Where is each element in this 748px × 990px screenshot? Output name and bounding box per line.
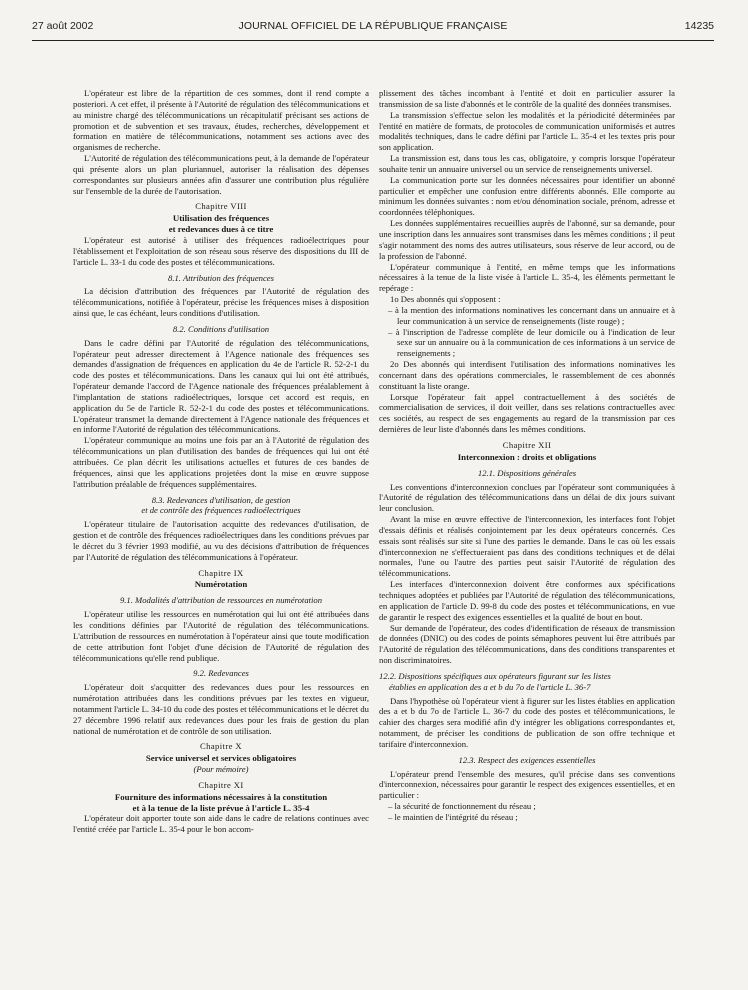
paragraph: plissement des tâches incombant à l'entité et doit en particulier assurer la transmission de sa liste d'abonnés et le contrôle de la qualité des données transmises. [379, 88, 675, 109]
section-heading: 8.1. Attribution des fréquences [168, 272, 274, 283]
section-heading: 12.3. Respect des exigences essentielles [458, 754, 596, 765]
chapter-title: Interconnexion : droits et obligations [457, 451, 597, 462]
paragraph: L'opérateur est libre de la répartition de ces sommes, dont il rend compte a posteriori. A cet effet, il présente à l'Autorité de régulation des télécommunications et au ministre chargé des télécommunications un récapitulatif précisant ses actions de promotion et de subvention et ses travaux, études, recherches, développement et formation en matière de télécommunications, notamment ses actions avec des organismes de recherche. [73, 88, 369, 153]
section-heading: 9.2. Redevances [193, 668, 249, 679]
paragraph: Avant la mise en œuvre effective de l'interconnexion, les interfaces font l'objet d'essais définis et réalisés conjointement par les deux opérateurs concernés. Ces essais sont réalisés sur site si l'une des parties le demande. Dans le cas où les essais d'interconnexion ne s'effectueraient pas dans des conditions techniques et de délai normales, l'une ou l'autre des parties peut saisir l'Autorité de régulation des télécommunications. [379, 514, 675, 579]
paragraph: L'opérateur doit s'acquitter des redevances dues pour les ressources en numérotation attribuées dans les conditions prévues par les textes en vigueur, notamment l'article L. 34-10 du code des postes et télécommunications et le décret du 27 décembre 1996 relatif aux redevances dues pour les frais de gestion du plan national de numérotation et de contrôle de son utilisation. [73, 682, 369, 736]
section-heading: 12.2. Dispositions spécifiques aux opérateurs figurant sur les listes [379, 670, 611, 681]
chapter-heading: Chapitre X [200, 741, 242, 752]
paragraph: Les interfaces d'interconnexion doivent être conformes aux spécifications techniques adoptées et publiées par l'Autorité de régulation des télécommunications, en application de l'article D. 99-8 du code des postes et télécommunications, en vue de garantir le respect des exigences essentielles et la qualité de bout en bout. [379, 579, 675, 622]
paragraph: L'opérateur communique à l'entité, en même temps que les informations nécessaires à la tenue de la liste visée à l'article L. 35-4, les éléments permettant le repérage : [379, 261, 675, 294]
chapter-heading: Chapitre IX [198, 567, 244, 578]
section-heading: 12.1. Dispositions générales [477, 467, 577, 478]
right-column [379, 88, 675, 823]
page-header [32, 14, 714, 41]
chapter-title: Utilisation des fréquences [172, 213, 270, 224]
paragraph: Les conventions d'interconnexion conclues par l'opérateur sont communiquées à l'Autorité de régulation des télécommunications dans un délai de dix jours suivant leur conclusion. [379, 481, 675, 514]
section-heading: 8.3. Redevances d'utilisation, de gestion [151, 494, 291, 505]
paragraph: L'opérateur communique au moins une fois par an à l'Autorité de régulation des télécommunications un plan d'utilisation des bandes de fréquences qui lui ont été attribuées. Ce plan décrit les utilisations actuelles et futures de ces bandes de fréquences, ainsi que les applications projetées dont la mise en œuvre suppose l'attribution préalable de fréquences supplémentaires. [73, 435, 369, 489]
paragraph: Dans l'hypothèse où l'opérateur vient à figurer sur les listes établies en application des a et b du 7o de l'article L. 36-7 du code des postes et télécommunications, le cahier des charges sera modifié afin d'y intégrer les obligations correspondantes et, notamment, de préciser les conditions de publication de son offre technique et tarifaire d'interconnexion. [379, 695, 675, 749]
section-heading: et de contrôle des fréquences radioélectriques [141, 505, 301, 516]
page-number: 14235 [684, 20, 714, 32]
paragraph: L'opérateur utilise les ressources en numérotation qui lui ont été attribuées dans les conditions définies par l'Autorité de régulation des télécommunications. L'attribution de ressources en numérotation à l'opérateur ainsi que toute modification de cette attribution font l'objet d'une décision de l'Autorité de régulation des télécommunications qu'elle rend publique. [73, 609, 369, 663]
paragraph: L'opérateur titulaire de l'autorisation acquitte des redevances d'utilisation, de gestion et de contrôle des fréquences radioélectriques dans les conditions prévues par le décret du 3 février 1993 modifié, au vu des décisions d'attribution de fréquences par l'Autorité de régulation des télécommunications à l'opérateur. [73, 519, 369, 562]
section-heading: établies en application des a et b du 7o de l'article L. 36-7 [389, 681, 591, 692]
left-column [73, 88, 369, 835]
list-item: 2o Des abonnés qui interdisent l'utilisation des informations nominatives les concernant dans des opérations commerciales, le rassemblement de ces abonnés constituant la liste orange. [379, 359, 675, 391]
chapter-note: (Pour mémoire) [193, 764, 249, 775]
paragraph: Lorsque l'opérateur fait appel contractuellement à des sociétés de commercialisation de services, il doit veiller, dans ses relations contractuelles avec ces sociétés, au respect de ses engagements au regard de la transmission par ces dernières de leur liste d'abonnés dans les mêmes conditions. [379, 391, 675, 435]
paragraph: L'Autorité de régulation des télécommunications peut, à la demande de l'opérateur qui présente alors un plan pluriannuel, autoriser la réalisation des dépenses correspondantes sur plusieurs années afin d'assurer une contribution plus régulière sur l'ensemble de la durée de l'autorisation. [73, 153, 369, 196]
journal-title: JOURNAL OFFICIEL DE LA RÉPUBLIQUE FRANÇAISE [238, 20, 508, 32]
chapter-title: Fourniture des informations nécessaires à la constitution [114, 791, 328, 802]
paragraph: La communication porte sur les données nécessaires pour identifier un abonné particulier et empêcher une confusion entre différents abonnés. Elle comporte au minimum les données suivantes : nom et/ou dénomination sociale, prénom, adresse et coordonnées téléphoniques. [379, 174, 675, 218]
chapter-heading: Chapitre XII [502, 440, 552, 450]
issue-date: 27 août 2002 [32, 20, 94, 32]
paragraph: Dans le cadre défini par l'Autorité de régulation des télécommunications, l'opérateur peut adresser directement à l'Agence nationale des fréquences ses demandes d'assignation de fréquences en application du 4e de l'article R. 52-2-1 du code des postes et télécommunications. Dans les canaux qui lui ont été attribués, l'opérateur demande l'accord de l'Agence nationale des fréquences préalablement à l'implantation de stations radioélectriques, lorsque cet accord est requis, en application du 5e de l'article R. 52-2-1 du code des postes et télécommunications. L'opérateur transmet la demande directement à l'Agence nationale des fréquences et en informe l'Autorité de régulation des télécommunications. [73, 337, 369, 435]
list-subitem: – à la mention des informations nominatives les concernant dans un annuaire et à leur communication à un service de renseignements (liste rouge) ; [388, 304, 675, 326]
paragraph: L'opérateur prend l'ensemble des mesures, qu'il précise dans ses conventions d'interconnexion, nécessaires pour garantir le respect des exigences essentielles, et en particulier : [379, 768, 675, 801]
section-heading: 8.2. Conditions d'utilisation [172, 323, 270, 334]
paragraph: Sur demande de l'opérateur, des codes d'identification de réseaux de transmission de données (DNIC) ou des codes de points sémaphores peuvent lui être attribués par l'Autorité de régulation des télécommunications, dans des conditions transparentes et non discriminatoires. [379, 622, 675, 666]
paragraph: La décision d'attribution des fréquences par l'Autorité de régulation des télécommunications, notifiée à l'opérateur, précise les fréquences mises à disposition ainsi que, le cas échéant, leurs conditions d'utilisation. [73, 286, 369, 319]
paragraph: La transmission est, dans tous les cas, obligatoire, y compris lorsque l'opérateur souhaite tenir un annuaire universel ou un service de renseignements universel. [379, 153, 675, 174]
paragraph: La transmission s'effectue selon les modalités et la périodicité déterminées par l'entité en matière de formats, de protocoles de communication uniformisés et autres modalités techniques, dans le cadre défini par l'article L. 35-4 et les textes pris pour son application. [379, 109, 675, 153]
list-subitem: – la sécurité de fonctionnement du réseau ; [388, 801, 536, 812]
list-subitem: – à l'inscription de l'adresse complète de leur domicile ou à l'indication de leur sexe sur un annuaire ou à la communication de ces informations à un service de renseignements ; [388, 326, 675, 359]
list-subitem: – le maintien de l'intégrité du réseau ; [388, 812, 518, 822]
section-heading: 9.1. Modalités d'attribution de ressources en numérotation [119, 595, 323, 606]
paragraph: L'opérateur est autorisé à utiliser des fréquences radioélectriques pour l'établissement et l'exploitation de son réseau sous réserve des dispositions du III de l'article L. 33-1 du code des postes et télécommunications. [73, 234, 369, 267]
list-item: 1o Des abonnés qui s'opposent : [390, 294, 501, 305]
paragraph: L'opérateur doit apporter toute son aide dans le cadre de relations continues avec l'entité créée par l'article L. 35-4 pour le bon accom- [73, 813, 369, 835]
chapter-heading: Chapitre XI [198, 779, 244, 790]
chapter-heading: Chapitre VIII [195, 201, 247, 212]
chapter-title: et à la tenue de la liste prévue à l'article L. 35-4 [132, 802, 310, 813]
chapter-title: Service universel et services obligatoires [145, 753, 297, 764]
paragraph: Les données supplémentaires recueillies auprès de l'abonné, sur sa demande, pour une inscription dans les annuaires sont transmises dans les mêmes conditions ; il peut s'agir notamment des noms des autres utilisateurs, sous réserve de leur accord, ou de la profession de l'abonné. [379, 218, 675, 261]
chapter-title: et redevances dues à ce titre [168, 224, 274, 235]
chapter-title: Numérotation [194, 579, 248, 590]
